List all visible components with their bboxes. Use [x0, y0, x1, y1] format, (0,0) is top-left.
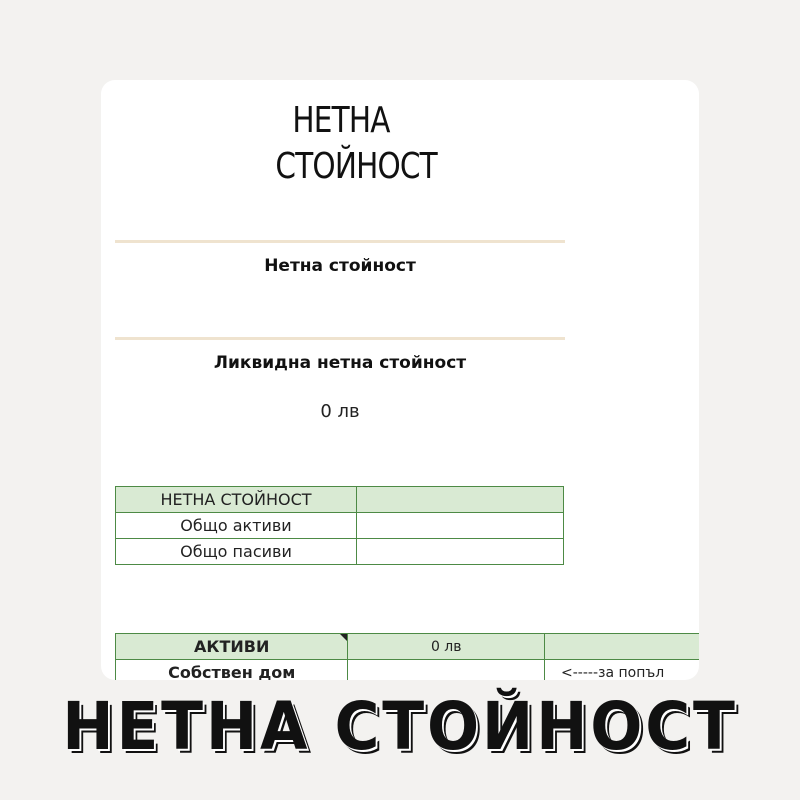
section-heading-liquid-net-worth: Ликвидна нетна стойност [213, 353, 467, 373]
table-row [116, 660, 700, 681]
summary-table-header-row [116, 487, 564, 513]
title-line-2: СТОЙНОСТ [275, 146, 437, 187]
summary-table-header[interactable]: НЕТНА СТОЙНОСТ [116, 487, 357, 513]
liquid-net-worth-value: 0 лв [320, 401, 360, 422]
banner-title: НЕТНА СТОЙНОСТ [62, 688, 738, 765]
title-line-1: НЕТНА [292, 100, 390, 141]
total-assets-value[interactable] [357, 513, 564, 539]
assets-table-header[interactable]: АКТИВИ [116, 634, 348, 660]
section-heading-net-worth: Нетна стойност [264, 256, 416, 276]
table-row [116, 539, 564, 565]
summary-table [115, 486, 564, 565]
document-card [101, 80, 699, 680]
table-row [116, 513, 564, 539]
assets-table-header-row [116, 634, 700, 660]
own-home-label[interactable]: Собствен дом [116, 660, 348, 681]
total-liabilities-label[interactable]: Общо пасиви [116, 539, 357, 565]
assets-total-value[interactable]: 0 лв [348, 634, 545, 660]
total-liabilities-value[interactable] [357, 539, 564, 565]
divider-middle [115, 337, 565, 340]
assets-table-extra-header[interactable] [545, 634, 699, 660]
assets-table [115, 633, 699, 680]
fill-in-note: <-----за попъл [561, 664, 665, 680]
own-home-value[interactable] [348, 660, 545, 681]
total-assets-label[interactable]: Общо активи [116, 513, 357, 539]
page-title [275, 98, 437, 190]
summary-table-header-value[interactable] [357, 487, 564, 513]
divider-top [115, 240, 565, 243]
